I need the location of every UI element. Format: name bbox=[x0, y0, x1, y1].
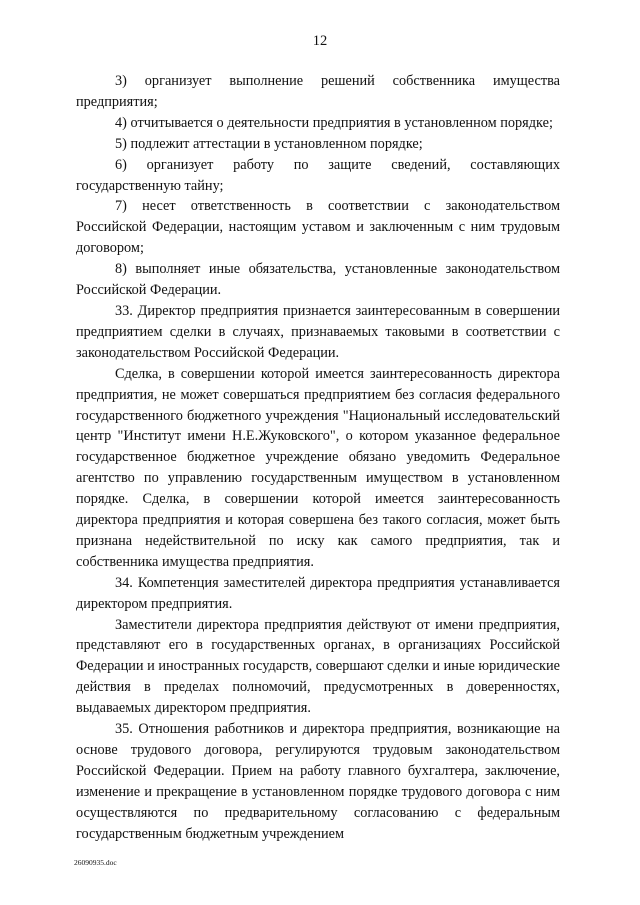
page-number: 12 bbox=[312, 33, 328, 49]
paragraph-item-8: 8) выполняет иные обязательства, установленные законодательством Российской Федерации. bbox=[76, 261, 560, 299]
paragraph-34: 34. Компетенция заместителей директора предприятия устанавливается директором предприятия. bbox=[76, 574, 560, 612]
paragraph-34-deputies: Заместители директора предприятия действуют от имени предприятия, представляют его в государственных органах, в организациях Российской Федерации и иностранных государств, совершают сделки и иные юридические действия в пределах полномочий, предусмотренных в доверенностях, выдаваемых директором предприятия. bbox=[76, 616, 560, 717]
paragraph-item-4: 4) отчитывается о деятельности предприятия в установленном порядке; bbox=[115, 114, 553, 131]
paragraph-35: 35. Отношения работников и директора предприятия, возникающие на основе трудового договора, регулируются трудовым законодательством Российской Федерации. Прием на работу главного бухгалтера, заключение, изменение и прекращение в установленном порядке трудового договора с ним осуществляются по предварительному согласованию с федеральным государственным бюджетным учреждением bbox=[76, 721, 560, 842]
paragraph-item-7: 7) несет ответственность в соответствии с законодательством Российской Федерации, настоящим уставом и заключенным с ним трудовым договором; bbox=[76, 198, 560, 257]
paragraph-33: 33. Директор предприятия признается заинтересованным в совершении предприятием сделки в случаях, признаваемых таковыми в соответствии с законодательством Российской Федерации. bbox=[76, 302, 560, 361]
paragraph-item-3: 3) организует выполнение решений собственника имущества предприятия; bbox=[76, 73, 560, 110]
document-body bbox=[76, 71, 560, 845]
paragraph-33-deal: Сделка, в совершении которой имеется заинтересованность директора предприятия, не может совершаться предприятием без согласия федерального государственного бюджетного учреждения "Национальный исследовательский центр "Институт имени Н.Е.Жуковского", о котором указанное федеральное государственное бюджетное учреждение обязано уведомить Федеральное агентство по управлению государственным имуществом в установленном порядке. Сделка, в совершении которой имеется заинтересованность директора предприятия и которая совершена без такого согласия, может быть признана недействительной по иску как самого предприятия, так и собственника имущества предприятия. bbox=[76, 365, 560, 570]
paragraph-item-6: 6) организует работу по защите сведений, составляющих государственную тайну; bbox=[76, 156, 560, 194]
footer-filename: 26090935.doc bbox=[74, 858, 117, 867]
paragraph-item-5: 5) подлежит аттестации в установленном порядке; bbox=[115, 135, 423, 152]
